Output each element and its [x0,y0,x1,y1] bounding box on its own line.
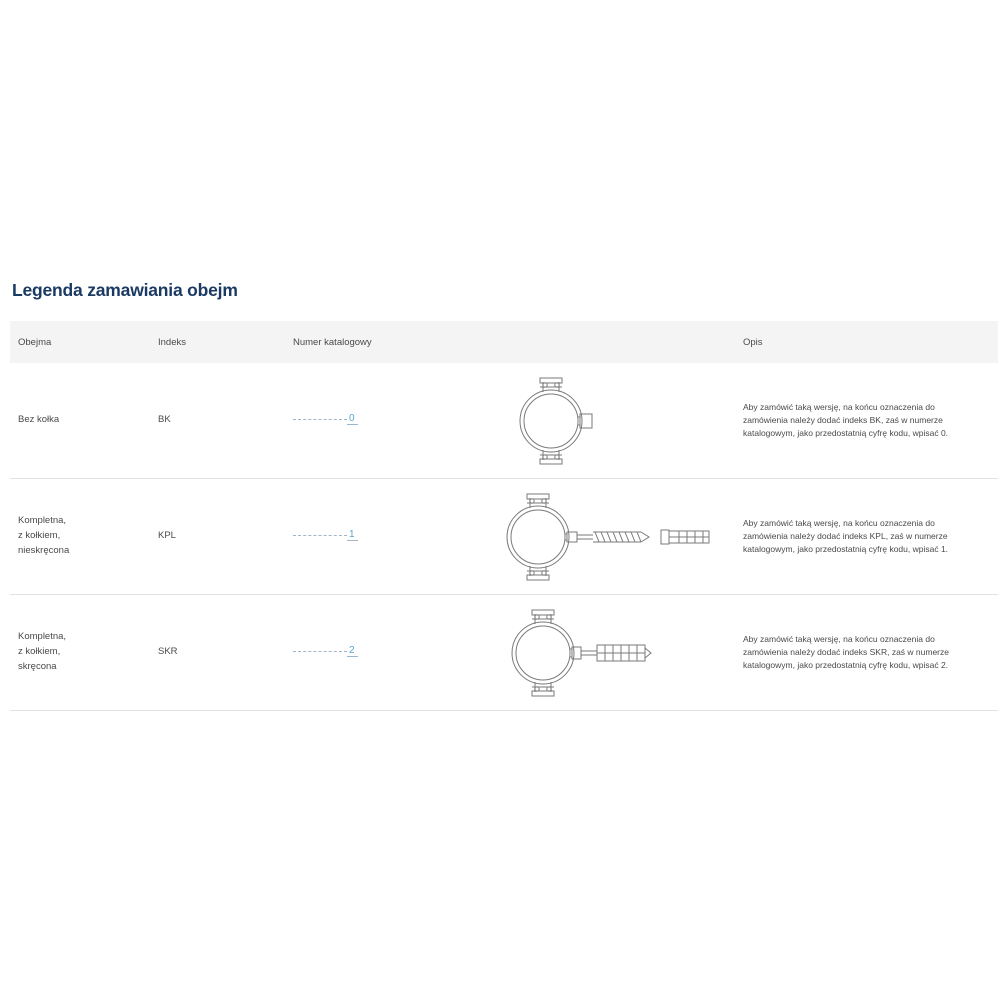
cell-indeks: BK [158,414,171,426]
legend-table [10,321,998,711]
table-row [10,363,998,479]
table-row [10,595,998,711]
table-row [10,479,998,595]
catalog-number-digit-underline [347,656,358,657]
cell-opis [743,363,998,479]
cell-drawing [493,595,743,711]
cell-indeks: SKR [158,646,178,658]
catalog-number-pattern [293,527,363,541]
legend-section [10,280,990,711]
table-header-row [10,321,998,363]
table-header [10,321,998,363]
catalog-number-digit-underline [347,424,358,425]
catalog-number-digit: 1 [349,528,355,540]
catalog-number-dashes [293,419,347,420]
cell-opis [743,595,998,711]
cell-obejma: Bez kołka [18,414,60,426]
cell-indeks: KPL [158,530,176,542]
description-text: Aby zamówić taką wersję, na końcu oznaczenia do zamówienia należy dodać indeks BK, zaś w numerze katalogowym, jako przedostatnią cyfrę kodu, wpisać 0. [743,402,949,438]
clamp-only-icon [493,366,743,476]
page-title: Legenda zamawiania obejm [12,280,238,300]
catalog-number-pattern [293,411,363,425]
column-header-indeks: Indeks [158,321,293,363]
column-header-opis: Opis [743,321,998,363]
column-header-numer-katalogowy: Numer katalogowy [293,321,493,363]
description-text: Aby zamówić taką wersję, na końcu oznaczenia do zamówienia należy dodać indeks SKR, zaś w numerze katalogowym, jako przedostatnią cyfrę kodu, wpisać 2. [743,634,949,670]
catalog-number-digit-underline [347,540,358,541]
catalog-number-dashes [293,535,347,536]
column-header-obejma: Obejma [10,321,158,363]
catalog-number-pattern [293,643,363,657]
clamp-with-assembled-anchor-icon [493,598,743,708]
cell-numer-katalogowy [293,479,493,595]
cell-drawing [493,363,743,479]
cell-obejma: Kompletna, z kołkiem, skręcona [18,631,67,672]
cell-obejma: Kompletna, z kołkiem, nieskręcona [18,515,70,556]
cell-numer-katalogowy [293,595,493,711]
cell-numer-katalogowy [293,363,493,479]
catalog-number-digit: 2 [349,644,355,656]
cell-opis [743,479,998,595]
catalog-number-digit: 0 [349,412,355,424]
catalog-number-dashes [293,651,347,652]
description-text: Aby zamówić taką wersję, na końcu oznaczenia do zamówienia należy dodać indeks KPL, zaś w numerze katalogowym, jako przedostatnią cyfrę kodu, wpisać 1. [743,518,949,554]
clamp-with-loose-anchor-icon [493,482,743,592]
table-body [10,363,998,711]
cell-drawing [493,479,743,595]
column-header-rysunek [493,321,743,363]
